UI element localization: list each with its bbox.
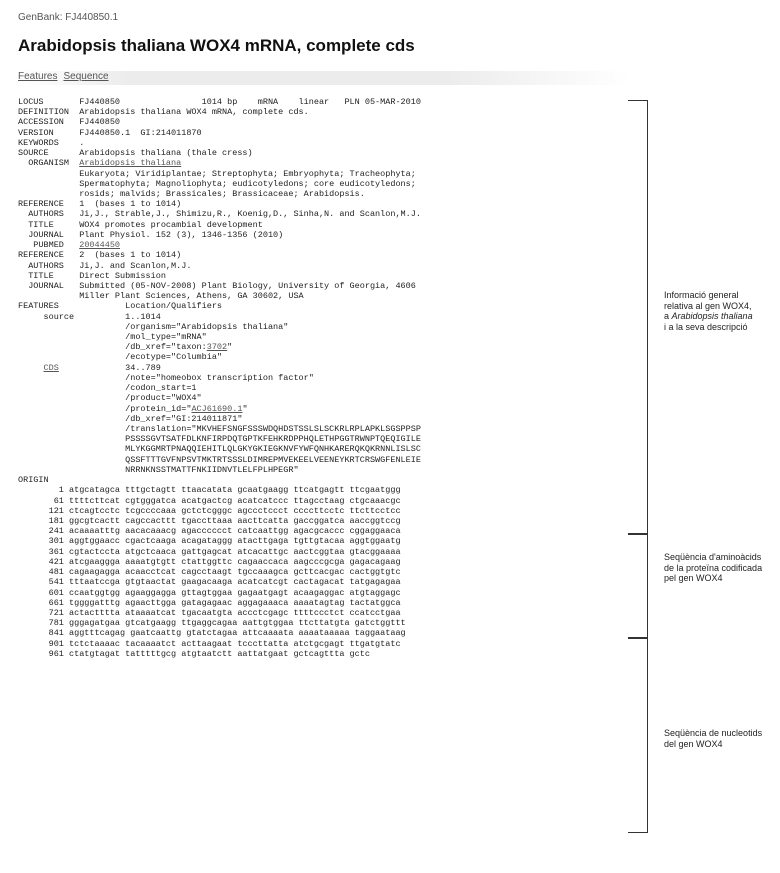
reference-1: REFERENCE 1 (bases 1 to 1014) AUTHORS Ji,J., Strable,J., Shimizu,R., Koenig,D., Sinha,N. and Scanlon,M.J. TITLE WOX4 promotes procambial development JOURNAL Plant Physiol. 152 (3), 1346-1356 (2010) — [18, 199, 421, 240]
annotation-species: Arabidopsis thaliana — [671, 311, 753, 321]
pubmed-label: PUBMED — [18, 240, 80, 251]
annotation-line: de la proteïna codificada — [664, 562, 763, 573]
origin-label: ORIGIN — [18, 475, 49, 486]
annotation-text: a — [664, 311, 672, 321]
cds-link[interactable]: CDS — [43, 362, 59, 373]
annotation-line: Seqüència d'aminoàcids — [664, 552, 762, 562]
organism-label: ORGANISM — [18, 158, 80, 169]
cds-qualifiers: /note="homeobox transcription factor" /codon_start=1 /product="WOX4" — [125, 372, 314, 404]
source-line: SOURCE Arabidopsis thaliana (thale cress) — [18, 148, 253, 159]
taxon-xref-post: " — [227, 342, 233, 353]
nucleotide-sequence: 1 atgcatagca tttgctagtt ttaacatata gcaatgaagg ttcatgagtt ttcgaatggg 61 ttttcttcat cgtgggatca acatgactcg acatcatccc ttagcctaag ctgcaaacgc 121 ctcagtcctc tcgccccaaa gctctcgggc agccctccct ccccttcctc ttcttcctcc 181 ggcgtcactt cagccacttt tgaccttaaa aacttcatta gaccggatca aaccggtccg 241 acaaaatttg aacacaaacg agacccccct catcaattgg agacgcaccc cggaggaaca 301 aggtggaacc cgactcaaga acagataggg atacttgaga tgttgtacaa aggtggaatg 361 cgtactccta atgctcaaca gattgagcat atcacattgc aactcggtaa gtacggaaaa 421 atcgaaggga aaaatgtgtt ctattggttc cagaaccaca aagcccgcga gagacagaag 481 cagaagagga acaacctcat cagcctaagt tgccaaagca gcttcacgac cactggtgtc 541 tttaatccga gtgtaactat gaagacaaga acatcatcgt cactagacat tatgagagaa 601 ccaatggtgg agaaggagga gttagtggaa gagaatgagt acaagaggac atgtaggagc 661 tggggatttg agaacttgga gatagagaac aggagaaaca aaaatagtag tactatggca 721 actactttta ataaaatcat tgacaatgta accctcgagc ttttccctct ccatcctgaa 781 gggagatgaa gtcatgaagg ttgaggcagaa aattgtggaa ttcttatgta gatctggttt 841 aggtttcagag gaatcaattg gtatctagaa attcaaaata aaaataaaaa taggaataag 901 tctctaaaac tacaaaatct acttaagaat tcccttatta atctgcgagt ttgatgtatc 961 ctatgtagat tatttttgcg atgtaatctt aattatgaat gctcagttta gctc — [48, 485, 406, 659]
annotation-line: Informació general — [664, 290, 739, 300]
bracket-nucleotides — [628, 638, 648, 833]
tab-sequence[interactable]: Sequence — [63, 71, 109, 82]
annotation-amino-acids — [664, 552, 780, 584]
definition-line: DEFINITION Arabidopsis thaliana WOX4 mRNA, complete cds. — [18, 107, 309, 118]
accession-line: ACCESSION FJ440850 — [18, 117, 121, 128]
annotation-line: relativa al gen WOX4, — [664, 300, 752, 311]
taxon-link[interactable]: 3702 — [206, 342, 228, 353]
keywords-line: KEYWORDS . — [18, 137, 85, 148]
protein-id-pre: /protein_id=" — [18, 403, 192, 414]
view-tabs — [18, 71, 630, 85]
tab-features[interactable]: Features — [18, 71, 58, 82]
bracket-general-info — [628, 100, 648, 534]
ecotype-line: /ecotype="Columbia" — [18, 352, 223, 363]
cds-location: 34..789 — [58, 362, 161, 373]
annotation-line: Seqüència de nucleotids — [664, 728, 763, 738]
annotation-line: pel gen WOX4 — [664, 573, 723, 583]
pubmed-link[interactable]: 20044450 — [79, 240, 121, 251]
cds-indent — [18, 363, 44, 373]
locus-line: LOCUS FJ440850 1014 bp mRNA linear PLN 05-MAR-2010 — [18, 97, 421, 107]
taxonomy-lines: Eukaryota; Viridiplantae; Streptophyta; Embryophyta; Tracheophyta; Spermatophyta; Magnoliophyta; eudicotyledons; core eudicotyledons; rosids; malvids; Brassicales; Brassicaceae; Arabidopsis. — [79, 168, 416, 199]
genbank-accession-label: GenBank: FJ440850.1 — [18, 12, 119, 23]
protein-id-link[interactable]: ACJ61690.1 — [191, 403, 243, 414]
annotation-line — [664, 311, 780, 322]
annotation-nucleotides — [664, 728, 780, 749]
taxon-xref-pre: /db_xref="taxon: — [18, 342, 207, 353]
bracket-amino-acids — [628, 534, 648, 638]
annotation-line: del gen WOX4 — [664, 738, 723, 749]
organism-link[interactable]: Arabidopsis thaliana — [79, 158, 182, 169]
record-title: Arabidopsis thaliana WOX4 mRNA, complete cds — [18, 36, 415, 55]
reference-2: REFERENCE 2 (bases 1 to 1014) AUTHORS Ji,J. and Scanlon,M.J. TITLE Direct Submission JOURNAL Submitted (05-NOV-2008) Plant Biology, University of Georgia, 4606 Miller Plant Sciences, Athens, GA 30602, USA — [18, 250, 416, 302]
annotation-line: i a la seva descripció — [664, 321, 748, 332]
features-header: FEATURES Location/Qualifiers source 1..1014 /organism="Arabidopsis thaliana" /mol_type="mRNA" — [18, 301, 289, 343]
gi-xref-line: /db_xref="GI:214011871" — [18, 413, 243, 424]
protein-id-post: " — [242, 403, 248, 414]
annotation-general-info — [664, 290, 780, 332]
translation-block: /translation="MKVHEFSNGFSSSWDQHDSTSSLSLSCKRLRPLAPKLSGSPPSP PSSSSGVTSATFDLKNFIRPDQTGPTKFEHKRDPPHQLETHPGGTRWNPTQEQIGILE MLYKGGMRTPNAQQIEHITLQLGKYGKIEGKNVFYWFQNHKARERQKQKRNNLISLSC QSSFTTTGVFNPSVTMKTRTSSSLDIMREPMVEKEELVEENEYKRTCRSWGFENLEIE NRRNKNSSTMATTFNKIIDNVTLELFPLHPEGR" — [125, 424, 421, 475]
genbank-flatfile — [18, 97, 421, 659]
version-line: VERSION FJ440850.1 GI:214011870 — [18, 127, 202, 138]
